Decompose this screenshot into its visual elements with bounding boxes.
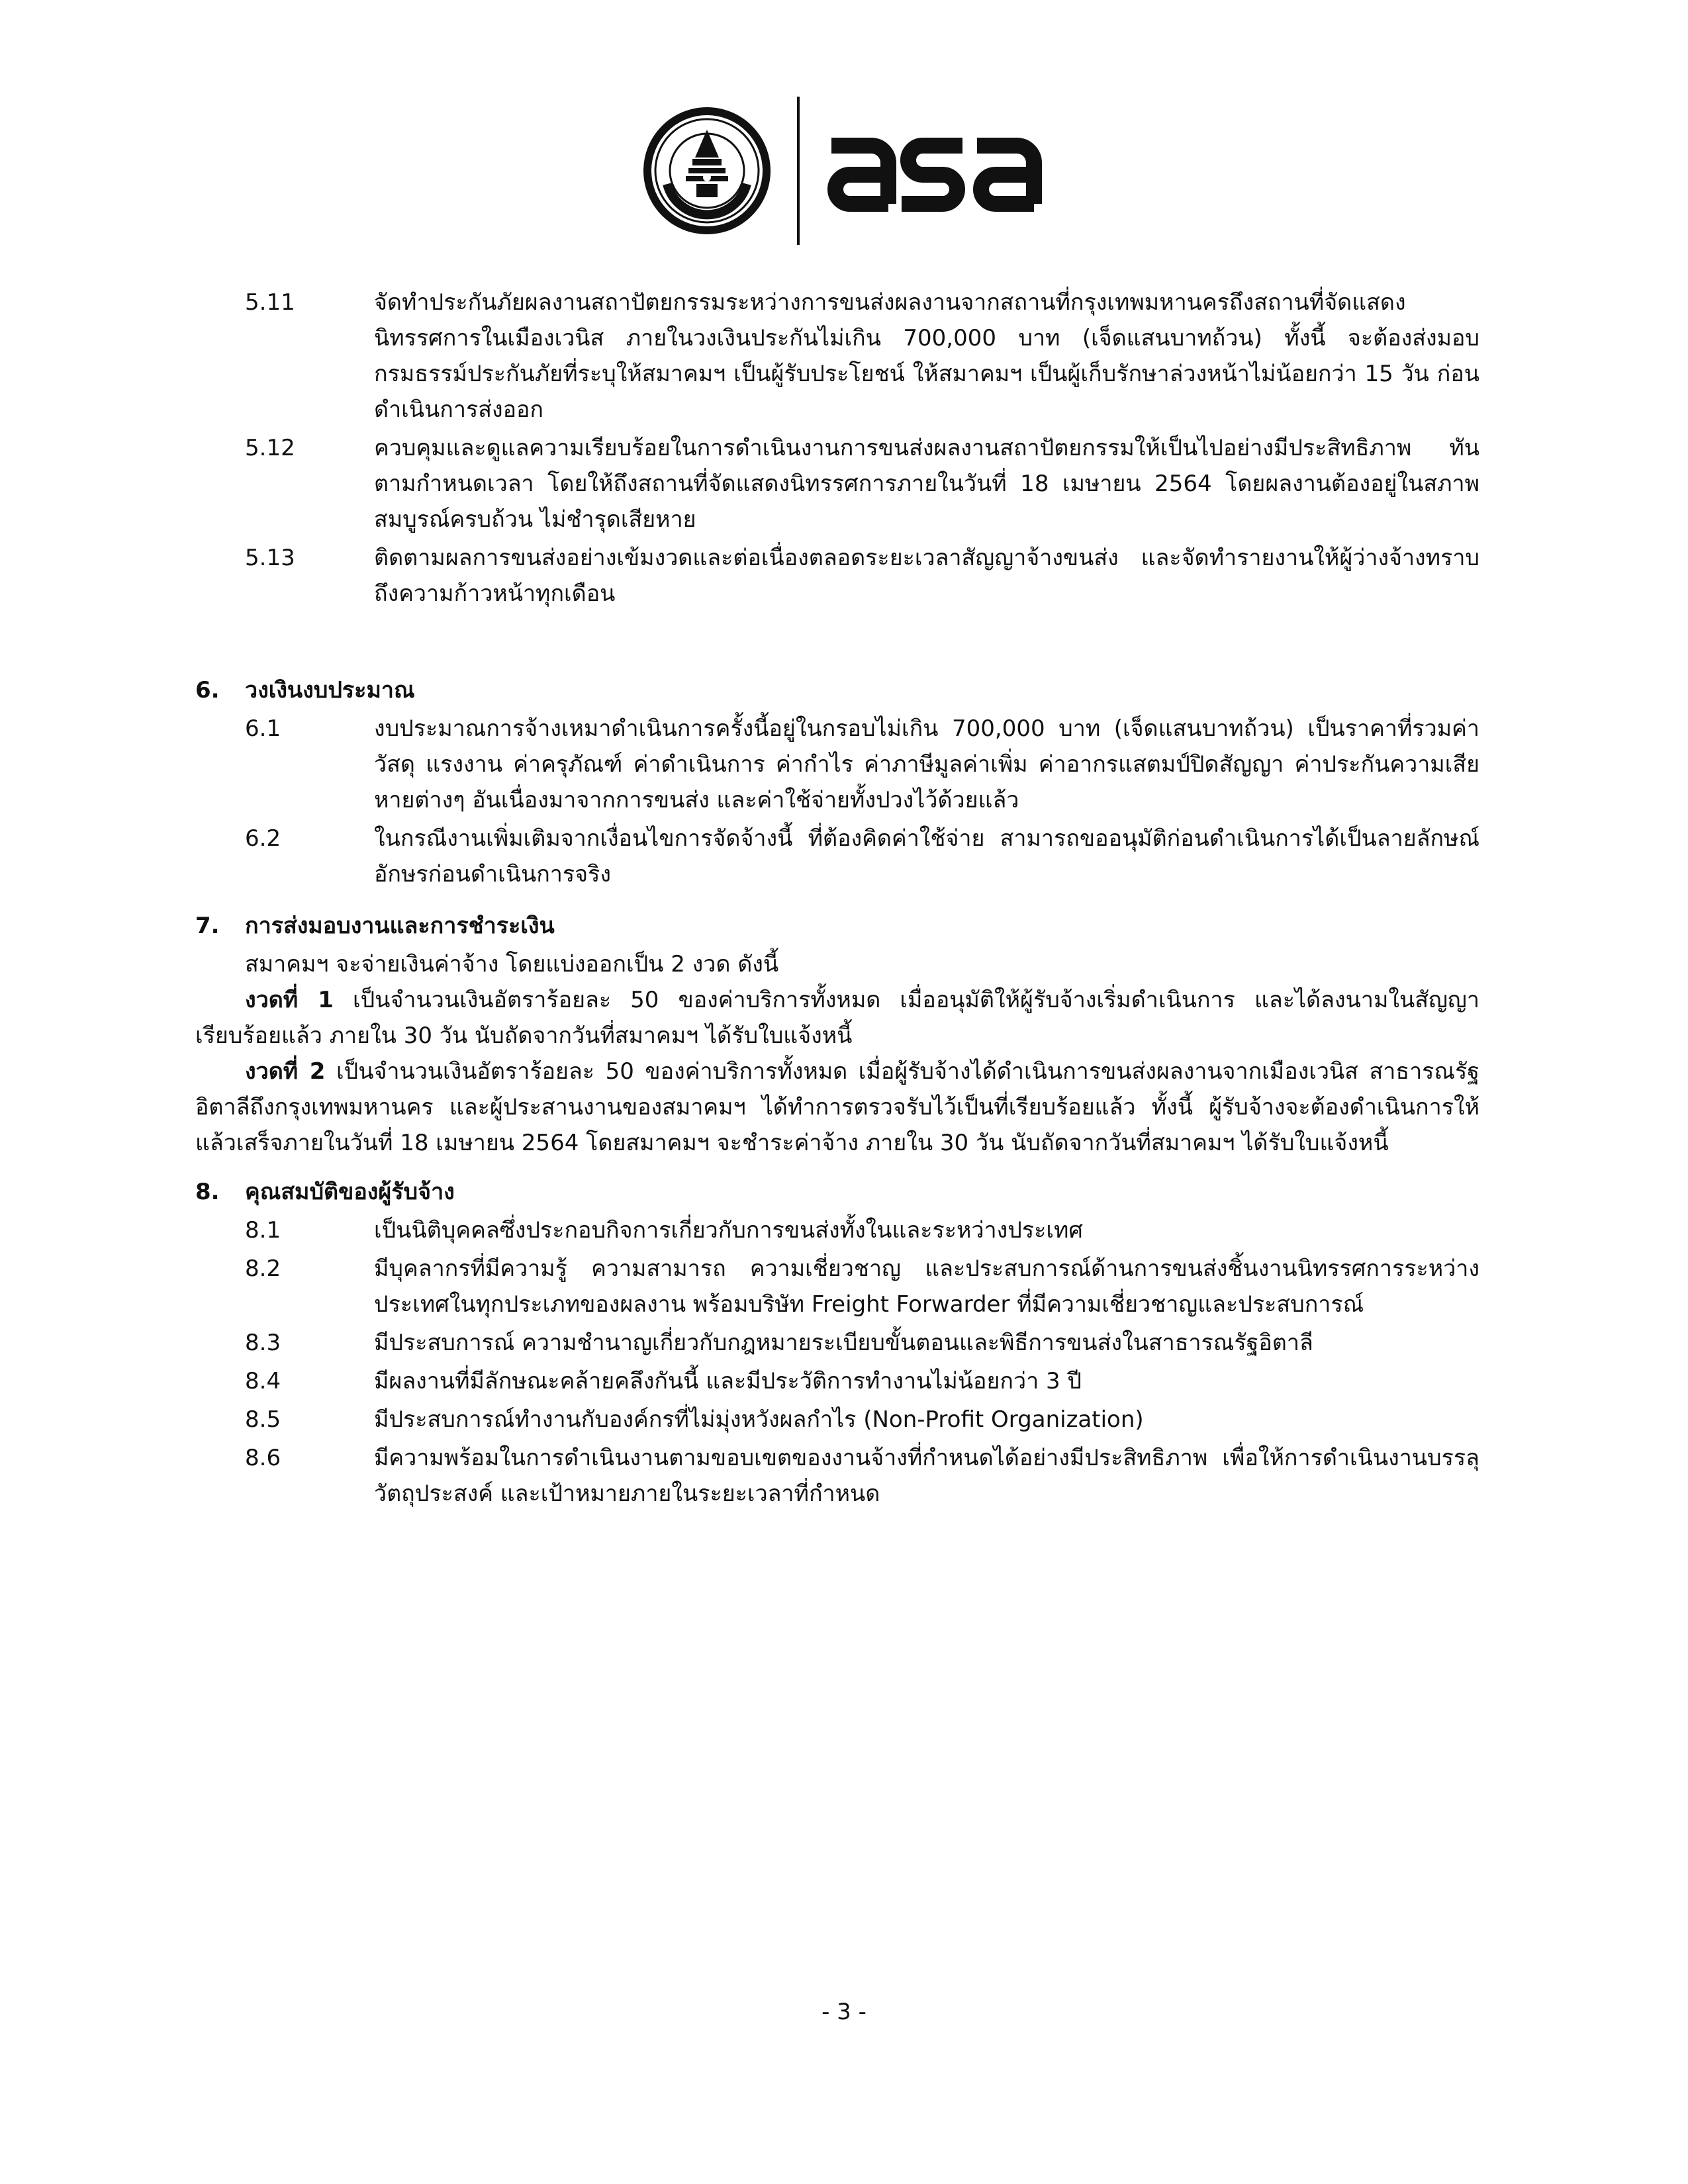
header-divider <box>797 97 800 245</box>
list-item <box>195 1402 1479 1437</box>
installment-1-paragraph <box>195 982 1479 1054</box>
section-7-intro: สมาคมฯ จะจ่ายเงินค่าจ้าง โดยแบ่งออกเป็น 2 งวด ดังนี้ <box>245 951 779 978</box>
item-text: มีผลงานที่มีลักษณะคล้ายคลึงกันนี้ และมีประวัติการทำงานไม่น้อยกว่า 3 ปี <box>374 1368 1082 1394</box>
item-number: 8.4 <box>245 1368 281 1394</box>
item-number: 6.2 <box>245 825 281 852</box>
item-number: 5.11 <box>245 289 295 316</box>
list-item <box>195 1325 1479 1361</box>
item-number: 5.13 <box>245 545 295 571</box>
installment-2-paragraph <box>195 1054 1479 1161</box>
item-number: 5.12 <box>245 435 295 461</box>
section-title: คุณสมบัติของผู้รับจ้าง <box>245 1179 455 1205</box>
item-number: 8.3 <box>245 1330 281 1356</box>
item-number: 6.1 <box>245 715 281 742</box>
list-item <box>195 1363 1479 1399</box>
document-body <box>195 285 1479 1514</box>
section-6-heading <box>195 672 1479 708</box>
section-7-heading <box>195 908 1479 944</box>
installment-1-label: งวดที่ 1 <box>245 987 334 1013</box>
installment-2-label: งวดที่ 2 <box>245 1058 326 1085</box>
section-title: วงเงินงบประมาณ <box>245 677 415 704</box>
item-text: มีบุคลากรที่มีความรู้ ความสามารถ ความเชี่ยวชาญ และประสบการณ์ด้านการขนส่งชิ้นงานนิทรรศการระหว่างประเทศในทุกประเภทของผลงาน พร้อมบริษัท Freight Forwarder ที่มีความเชี่ยวชาญและประสบการณ์ <box>374 1255 1479 1318</box>
item-number: 8.6 <box>245 1445 281 1471</box>
list-item <box>195 540 1479 612</box>
section-number: 6. <box>195 677 220 704</box>
item-number: 8.5 <box>245 1406 281 1433</box>
item-number: 8.2 <box>245 1255 281 1282</box>
item-text: ติดตามผลการขนส่งอย่างเข้มงวดและต่อเนื่องตลอดระยะเวลาสัญญาจ้างขนส่ง และจัดทำรายงานให้ผู้ว่างจ้างทราบถึงความก้าวหน้าทุกเดือน <box>374 545 1479 607</box>
asa-wordmark-logo <box>823 126 1042 212</box>
item-text: ควบคุมและดูแลความเรียบร้อยในการดำเนินงานการขนส่งผลงานสถาปัตยกรรมให้เป็นไปอย่างมีประสิทธิภาพ ทันตามกำหนดเวลา โดยให้ถึงสถานที่จัดแสดงนิทรรศการภายในวันที่ 18 เมษายน 2564 โดยผลงานต้องอยู่ในสภาพสมบูรณ์ครบถ้วน ไม่ชำรุดเสียหาย <box>374 435 1479 533</box>
asa-seal-logo <box>641 105 773 237</box>
list-item <box>195 1440 1479 1512</box>
section-number: 7. <box>195 913 220 939</box>
list-item <box>195 711 1479 818</box>
item-text: มีประสบการณ์ ความชำนาญเกี่ยวกับกฎหมายระเบียบขั้นตอนและพิธีการขนส่งในสาธารณรัฐอิตาลี <box>374 1330 1313 1356</box>
list-item <box>195 1251 1479 1322</box>
item-text: เป็นนิติบุคคลซึ่งประกอบกิจการเกี่ยวกับการขนส่งทั้งในและระหว่างประเทศ <box>374 1217 1083 1244</box>
installment-2-text: เป็นจำนวนเงินอัตราร้อยละ 50 ของค่าบริการทั้งหมด เมื่อผู้รับจ้างได้ดำเนินการขนส่งผลงานจากเมืองเวนิส สาธารณรัฐอิตาลีถึงกรุงเทพมหานคร และผู้ประสานงานของสมาคมฯ ได้ทำการตรวจรับไว้เป็นที่เรียบร้อยแล้ว ทั้งนี้ ผู้รับจ้างจะต้องดำเนินการให้แล้วเสร็จภายในวันที่ 18 เมษายน 2564 โดยสมาคมฯ จะชำระค่าจ้าง ภายใน 30 วัน นับถัดจากวันที่สมาคมฯ ได้รับใบแจ้งหนี้ <box>195 1058 1479 1156</box>
section-5-items <box>195 285 1479 612</box>
installment-1-text: เป็นจำนวนเงินอัตราร้อยละ 50 ของค่าบริการทั้งหมด เมื่ออนุมัติให้ผู้รับจ้างเริ่มดำเนินการ และได้ลงนามในสัญญาเรียบร้อยแล้ว ภายใน 30 วัน นับถัดจากวันที่สมาคมฯ ได้รับใบแจ้งหนี้ <box>195 987 1479 1049</box>
item-text: งบประมาณการจ้างเหมาดำเนินการครั้งนี้อยู่ในกรอบไม่เกิน 700,000 บาท (เจ็ดแสนบาทถ้วน) เป็นราคาที่รวมค่าวัสดุ แรงงาน ค่าครุภัณฑ์ ค่าดำเนินการ ค่ากำไร ค่าภาษีมูลค่าเพิ่ม ค่าอากรแสตมป์ปิดสัญญา ค่าประกันความเสียหายต่างๆ อันเนื่องมาจากการขนส่ง และค่าใช้จ่ายทั้งปวงไว้ด้วยแล้ว <box>374 715 1479 813</box>
list-item <box>195 821 1479 892</box>
item-text: จัดทำประกันภัยผลงานสถาปัตยกรรมระหว่างการขนส่งผลงานจากสถานที่กรุงเทพมหานครถึงสถานที่จัดแสดงนิทรรศการในเมืองเวนิส ภายในวงเงินประกันไม่เกิน 700,000 บาท (เจ็ดแสนบาทถ้วน) ทั้งนี้ จะต้องส่งมอบกรมธรรม์ประกันภัยที่ระบุให้สมาคมฯ เป็นผู้รับประโยชน์ ให้สมาคมฯ เป็นผู้เก็บรักษาล่วงหน้าไม่น้อยกว่า 15 วัน ก่อนดำเนินการส่งออก <box>374 289 1479 423</box>
item-text: มีประสบการณ์ทำงานกับองค์กรที่ไม่มุ่งหวังผลกำไร (Non-Profit Organization) <box>374 1406 1144 1433</box>
item-number: 8.1 <box>245 1217 281 1244</box>
item-text: ในกรณีงานเพิ่มเติมจากเงื่อนไขการจัดจ้างนี้ ที่ต้องคิดค่าใช้จ่าย สามารถขออนุมัติก่อนดำเนินการได้เป็นลายลักษณ์อักษรก่อนดำเนินการจริง <box>374 825 1479 887</box>
section-8-heading <box>195 1174 1479 1210</box>
list-item <box>195 430 1479 537</box>
item-text: มีความพร้อมในการดำเนินงานตามขอบเขตของงานจ้างที่กำหนดได้อย่างมีประสิทธิภาพ เพื่อให้การดำเนินงานบรรลุวัตถุประสงค์ และเป้าหมายภายในระยะเวลาที่กำหนด <box>374 1445 1479 1507</box>
page-header <box>0 93 1688 251</box>
section-title: การส่งมอบงานและการชำระเงิน <box>245 913 555 939</box>
list-item <box>195 1212 1479 1248</box>
page-number: - 3 - <box>821 1999 867 2025</box>
section-number: 8. <box>195 1179 220 1205</box>
list-item <box>195 285 1479 428</box>
